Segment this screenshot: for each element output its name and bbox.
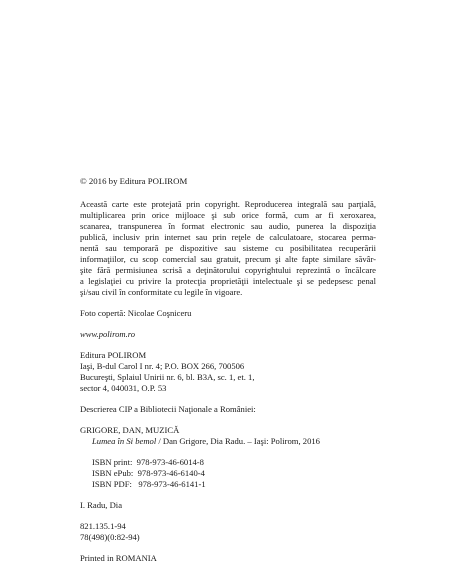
printed-in: Printed in ROMANIA <box>80 553 157 563</box>
isbn-print: ISBN print: 978-973-46-6014-8 <box>92 457 204 467</box>
notice-line: şite fără permisiunea scrisă a deţinătorului copyrightului reprezintă o încălcare <box>80 265 376 275</box>
cip-title: Lumea în Si bemol <box>92 436 157 446</box>
notice-line: şi/sau civil în conformitate cu legile în vigoare. <box>80 287 243 297</box>
notice-line: scanarea, transpunerea în format electronic sau audio, punerea la dispoziţia <box>80 221 376 231</box>
notice-line: Această carte este protejată prin copyright. Reproducerea integrală sau parţială, <box>80 199 376 209</box>
address-line: sector 4, 040031, O.P. 53 <box>80 383 167 393</box>
publisher-name: Editura POLIROM <box>80 350 147 360</box>
copyright-line: © 2016 by Editura POLIROM <box>80 176 188 186</box>
copyright-notice <box>80 199 376 298</box>
notice-line: informaţiilor, cu scop comercial sau gratuit, precum şi alte fapte similare săvâr- <box>80 254 376 264</box>
notice-line: nentă sau temporară pe dispozitive sau sisteme cu posibilitatea recuperării <box>80 243 376 253</box>
isbn-pdf: ISBN PDF: 978-973-46-6141-1 <box>92 479 206 489</box>
copyright-page <box>80 176 376 564</box>
cip-class-1: 821.135.1-94 <box>80 521 126 531</box>
notice-line: publică, inclusiv prin internet sau prin reţele de calculatoare, stocarea perma- <box>80 232 376 242</box>
cip-title-line <box>80 436 376 447</box>
publisher-website: www.polirom.ro <box>80 329 136 339</box>
publisher-address <box>80 350 376 394</box>
cip-class-2: 78(498)(0:82-94) <box>80 532 140 542</box>
isbn-epub: ISBN ePub: 978-973-46-6140-4 <box>92 468 205 478</box>
address-line: Iaşi, B-dul Carol I nr. 4; P.O. BOX 266, 700506 <box>80 361 245 371</box>
cip-coauthor: I. Radu, Dia <box>80 500 123 510</box>
cip-authors: GRIGORE, DAN, MUZICĂ <box>80 425 180 435</box>
cip-title-rest: / Dan Grigore, Dia Radu. – Iaşi: Polirom, 2016 <box>156 436 320 446</box>
cip-heading: Descrierea CIP a Bibliotecii Naţionale a României: <box>80 404 256 414</box>
cip-block <box>80 404 376 543</box>
notice-line: multiplicarea prin orice mijloace şi sub orice formă, cum ar fi xeroxarea, <box>80 210 376 220</box>
notice-line: a legislaţiei cu privire la protecţia proprietăţii intelectuale şi se pedepsesc penal <box>80 276 376 286</box>
address-line: Bucureşti, Splaiul Unirii nr. 6, bl. B3A, sc. 1, et. 1, <box>80 372 255 382</box>
cover-photo-credit: Foto copertă: Nicolae Coşniceru <box>80 308 192 318</box>
